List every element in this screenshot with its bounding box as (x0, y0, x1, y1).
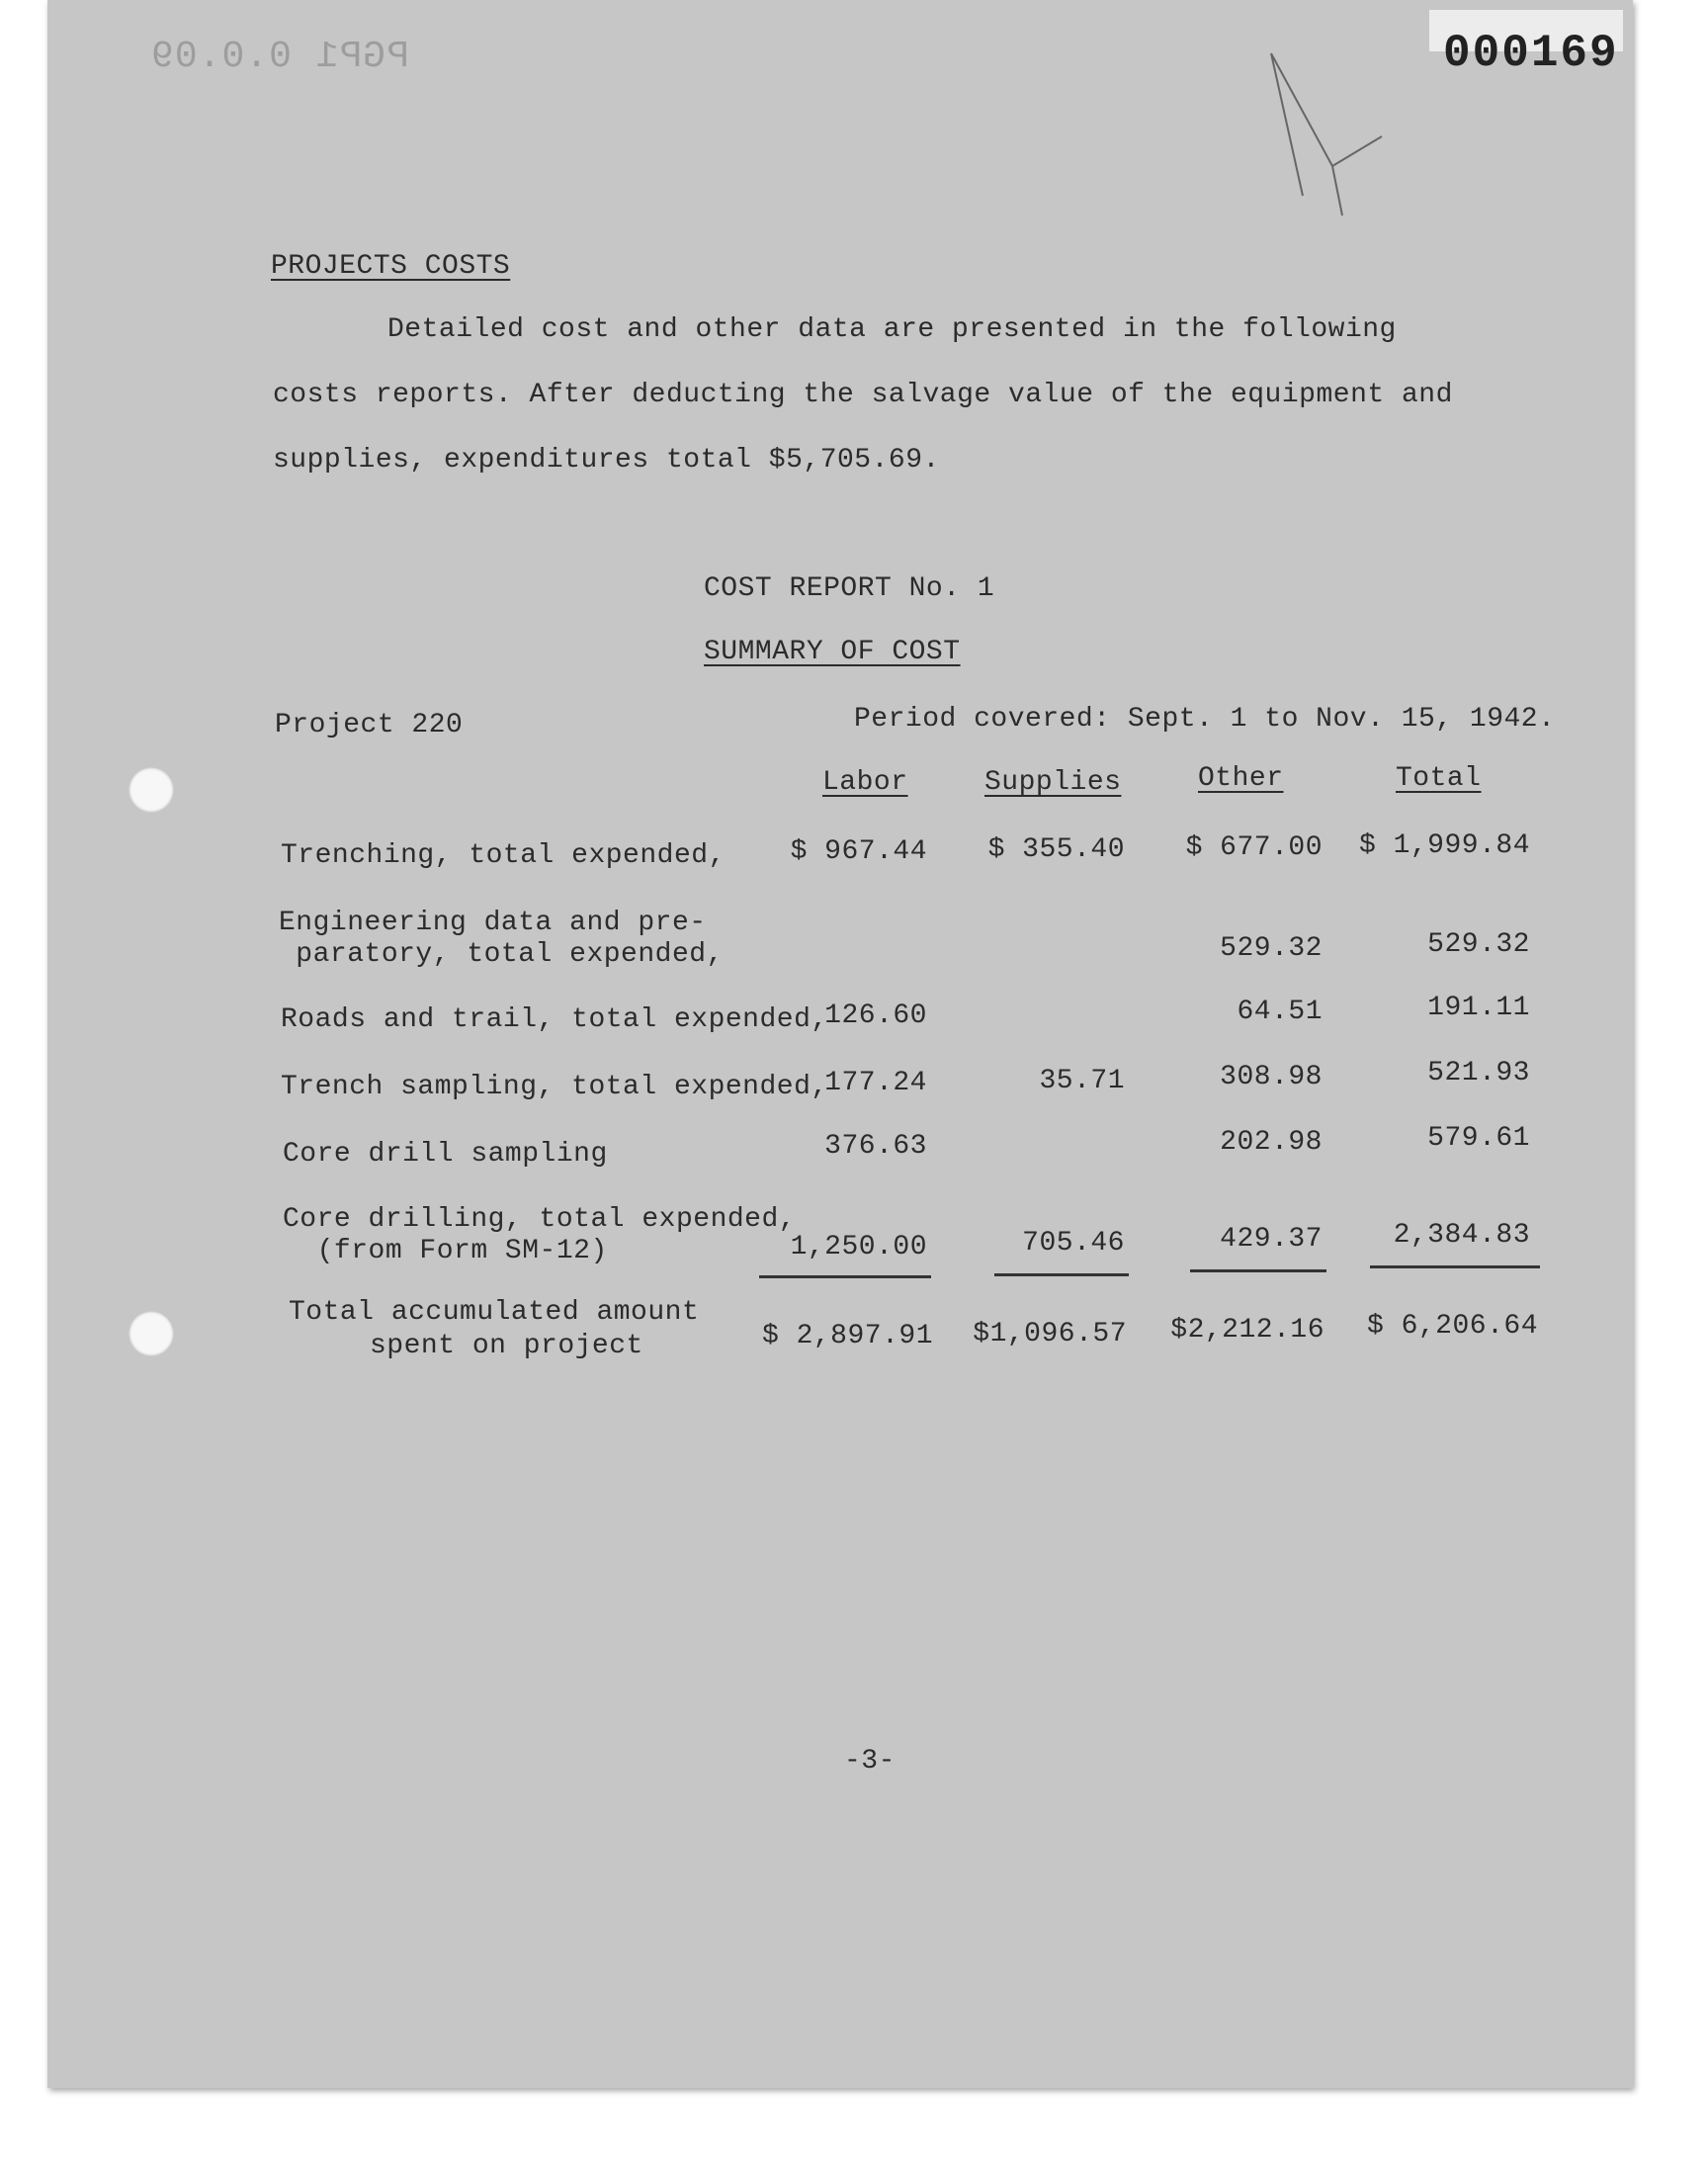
totals-label: Total accumulated amount (289, 1297, 700, 1328)
total-other: $2,212.16 (1170, 1315, 1324, 1346)
document-number: 000169 (1443, 28, 1619, 79)
column-header-supplies: Supplies (984, 767, 1122, 798)
cell-total: 2,384.83 (1393, 1220, 1530, 1251)
cell-labor: $ 967.44 (790, 836, 927, 867)
column-header-total: Total (1396, 763, 1482, 794)
row-label: Roads and trail, total expended, (281, 1004, 828, 1035)
report-subtitle: SUMMARY OF COST (704, 637, 961, 667)
cell-other: 64.51 (1237, 997, 1323, 1027)
row-label: Core drill sampling (283, 1139, 608, 1170)
row-label: Core drilling, total expended, (283, 1204, 797, 1235)
intro-line-3: supplies, expenditures total $5,705.69. (273, 445, 940, 476)
rule-labor (759, 1275, 931, 1278)
cell-total: 529.32 (1427, 929, 1530, 960)
cell-other: 429.37 (1220, 1224, 1323, 1255)
cell-total: 521.93 (1427, 1058, 1530, 1088)
project-label: Project 220 (275, 710, 464, 740)
cell-total: 191.11 (1427, 993, 1530, 1023)
cell-labor: 1,250.00 (790, 1232, 927, 1262)
cell-total: 579.61 (1427, 1123, 1530, 1154)
cell-total: $ 1,999.84 (1358, 830, 1530, 861)
rule-supplies (994, 1273, 1129, 1276)
intro-line-1: Detailed cost and other data are presented in the following (387, 314, 1397, 345)
cell-labor: 177.24 (824, 1068, 927, 1098)
total-supplies: $1,096.57 (973, 1319, 1127, 1349)
row-label: Trench sampling, total expended, (281, 1072, 828, 1102)
totals-label-continued: spent on project (370, 1331, 643, 1361)
total-labor: $ 2,897.91 (761, 1321, 933, 1351)
row-label-continued: paratory, total expended, (279, 939, 724, 970)
binder-hole-bottom (128, 1311, 174, 1356)
report-title: COST REPORT No. 1 (704, 573, 995, 604)
column-header-other: Other (1198, 763, 1284, 794)
cell-other: $ 677.00 (1185, 832, 1323, 863)
period-covered: Period covered: Sept. 1 to Nov. 15, 1942. (854, 704, 1556, 735)
cell-other: 308.98 (1220, 1062, 1323, 1092)
binder-hole-top (128, 767, 174, 813)
cell-labor: 376.63 (824, 1131, 927, 1162)
document-page (47, 0, 1633, 2088)
row-label: Engineering data and pre- (279, 908, 707, 938)
rule-total (1370, 1265, 1540, 1268)
intro-line-2: costs reports. After deducting the salvage value of the equipment and (273, 380, 1453, 410)
row-label-continued: (from Form SM-12) (283, 1236, 608, 1266)
cell-labor: 126.60 (824, 1000, 927, 1031)
cell-supplies: $ 355.40 (987, 834, 1125, 865)
cell-supplies: 35.71 (1039, 1066, 1125, 1096)
section-title: PROJECTS COSTS (271, 251, 511, 282)
cell-supplies: 705.46 (1022, 1228, 1125, 1259)
pencil-mark-icon (1263, 47, 1402, 225)
row-label: Trenching, total expended, (281, 840, 726, 871)
cell-other: 529.32 (1220, 933, 1323, 964)
cell-other: 202.98 (1220, 1127, 1323, 1158)
rule-other (1190, 1269, 1326, 1272)
ghost-stamp: PGP1 0.0.09 (150, 36, 409, 78)
total-total: $ 6,206.64 (1366, 1311, 1538, 1342)
page-number: -3- (844, 1746, 896, 1777)
column-header-labor: Labor (822, 767, 908, 798)
